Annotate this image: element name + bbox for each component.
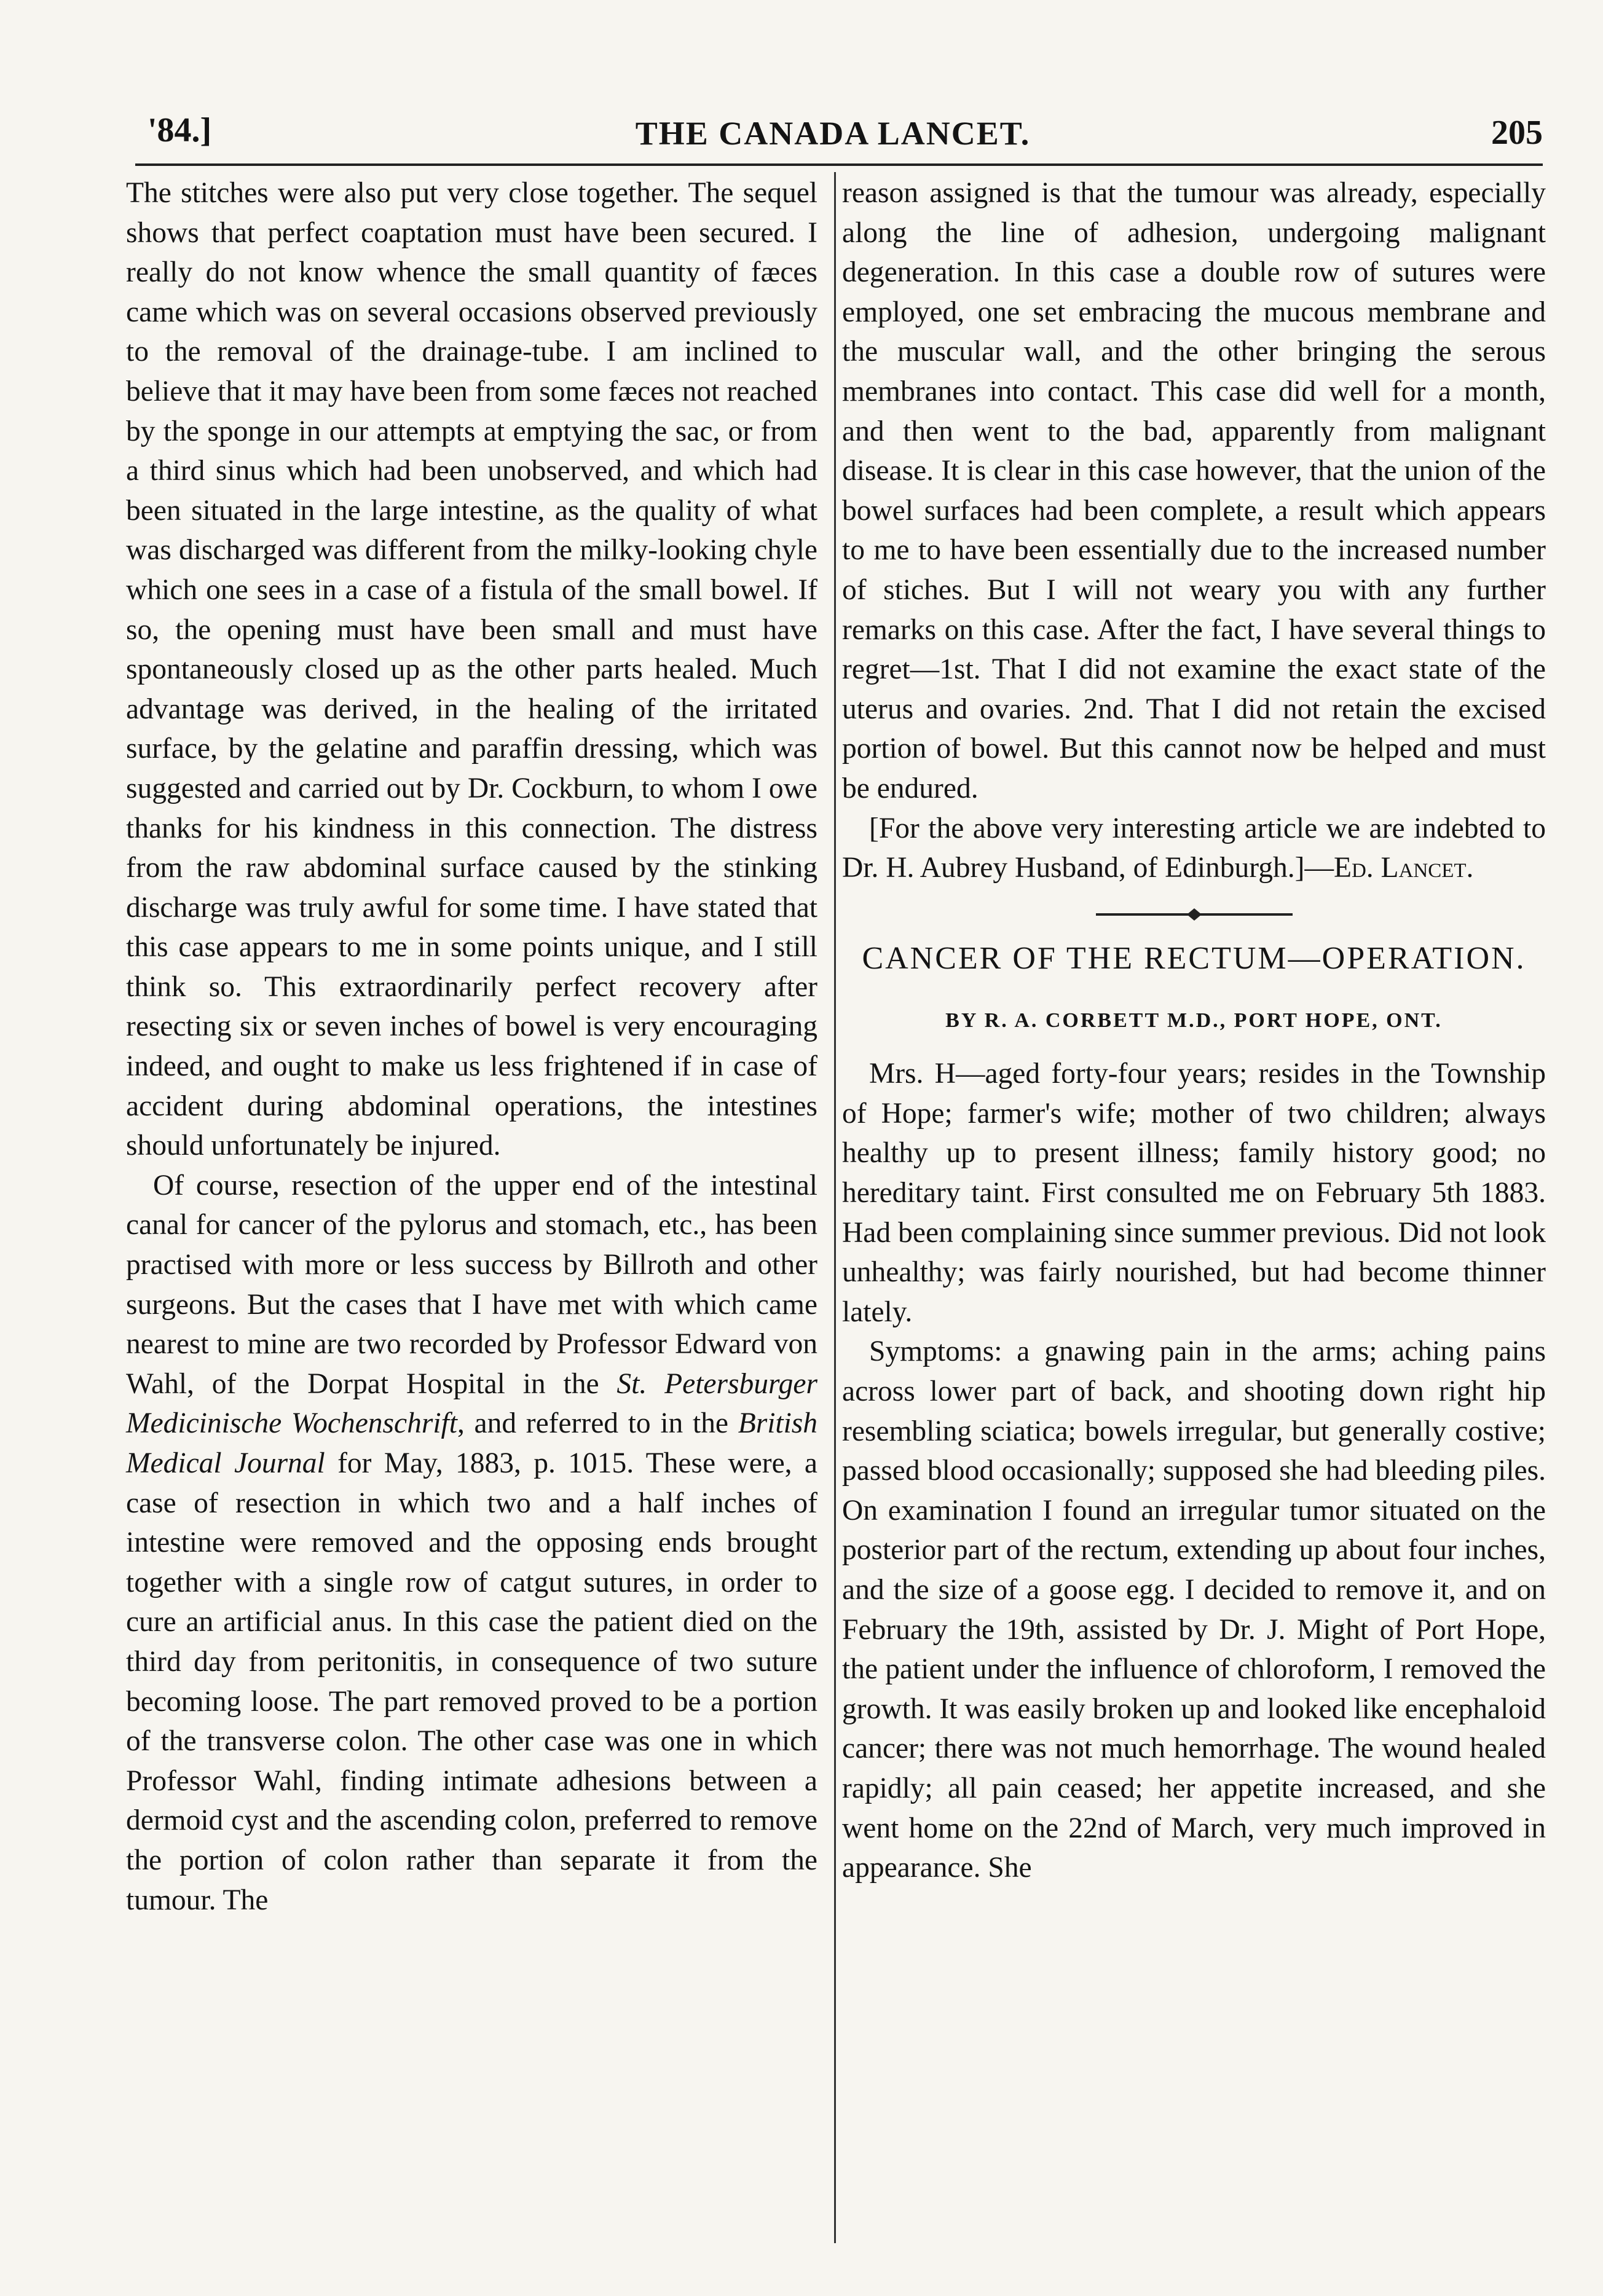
journal-title: THE CANADA LANCET. — [635, 115, 1031, 152]
text-run: [For the above very interesting article we are indebted to Dr. H. Aubrey Husband, of Edinburgh.]— — [842, 812, 1546, 884]
editor-signature: Ed. Lancet. — [1333, 852, 1474, 884]
journal-citation: St. Petersburger Medicinische Wochenschrift — [126, 1367, 817, 1440]
text-run: , and referred to in the — [457, 1407, 738, 1440]
page-number: 205 — [1491, 114, 1543, 152]
text-run: for May, 1883, p. 1015. These were, a case of resection in which two and a half inches of intestine were removed and the opposing ends brought together with a single row of catgut sutures, in order to cure an artificial anus. In this case the patient died on the third day from peritonitis, in consequence of two suture becoming loose. The part removed proved to be a portion of the transverse colon. The other case was one in which Professor Wahl, finding intimate adhesions between a dermoid cyst and the ascending colon, preferred to remove the portion of colon rather than separate it from the tumour. The — [126, 1447, 817, 1916]
journal-citation: British Medical Journal — [126, 1407, 818, 1479]
paragraph: Symptoms: a gnawing pain in the arms; aching pains across lower part of back, and shooting down right hip resembling sciatica; bowels irregular, but generally costive; passed blood occasionally; supposed she had bleeding piles. On examination I found an irregular tumor situated on the posterior part of the rectum, extending up about four inches, and the size of a goose egg. I decided to remove it, and on February the 19th, assisted by Dr. J. Might of Port Hope, the patient under the influence of chloroform, I removed the growth. It was easily broken up and looked like encephaloid cancer; there was not much hemorrhage. The wound healed rapidly; all pain ceased; her appetite increased, and she went home on the 22nd of March, very much improved in appearance. She — [842, 1335, 1546, 1884]
column-divider — [834, 172, 836, 2243]
paragraph: Mrs. H—aged forty-four years; resides in the Township of Hope; farmer's wife; mother of two children; always healthy up to present illness; family history good; no hereditary taint. First consulted me on February 5th 1883. Had been complaining since summer previous. Did not look unhealthy; was fairly nourished, but had become thinner lately. — [842, 1058, 1546, 1328]
byline: BY R. A. CORBETT M.D., PORT HOPE, ONT. — [945, 1008, 1443, 1032]
editor-note — [842, 809, 1546, 888]
volume-year: '84.] — [148, 111, 212, 149]
header-rule — [135, 163, 1543, 166]
section-divider-ornament — [1096, 905, 1293, 924]
paragraph — [126, 1166, 817, 1920]
left-column — [126, 173, 817, 1920]
text-run: Of course, resection of the upper end of the intestinal canal for cancer of the pylorus and stomach, etc., has been practised with more or less success by Billroth and other surgeons. But the cases that I have met with which came nearest to mine are two recorded by Professor Edward von Wahl, of the Dorpat Hospital in the — [126, 1169, 817, 1400]
right-column — [842, 173, 1546, 1888]
article-title: CANCER OF THE RECTUM—OPERATION. — [862, 940, 1526, 976]
running-header — [123, 111, 1543, 160]
paragraph: reason assigned is that the tumour was already, especially along the line of adhesion, undergoing malignant degeneration. In this case a double row of sutures were employed, one set embracing the mucous membrane and the muscular wall, and the other bringing the serous membranes into contact. This case did well for a month, and then went to the bad, apparently from malignant disease. It is clear in this case however, that the union of the bowel surfaces had been complete, a result which appears to me to have been essentially due to the increased number of stiches. But I will not weary you with any further remarks on this case. After the fact, I have several things to regret—1st. That I did not examine the exact state of the uterus and ovaries. 2nd. That I did not retain the excised portion of bowel. But this cannot now be helped and must be endured. — [842, 177, 1546, 804]
paragraph: The stitches were also put very close together. The sequel shows that perfect coaptation must have been secured. I really do not know whence the small quantity of fæces came which was on several occasions observed previously to the removal of the drainage-tube. I am inclined to believe that it may have been from some fæces not reached by the sponge in our attempts at emptying the sac, or from a third sinus which had been unobserved, and which had been situated in the large intestine, as the quality of what was discharged was different from the milky-looking chyle which one sees in a case of a fistula of the small bowel. If so, the opening must have been small and must have spontaneously closed up as the other parts healed. Much advantage was derived, in the healing of the irritated surface, by the gelatine and paraffin dressing, which was suggested and carried out by Dr. Cockburn, to whom I owe thanks for his kindness in this connection. The distress from the raw abdominal surface caused by the stinking discharge was truly awful for some time. I have stated that this case appears to me in some points unique, and I still think so. This extraordinarily perfect recovery after resecting six or seven inches of bowel is very encouraging indeed, and ought to make us less frightened if in case of accident during abdominal operations, the intestines should unfortunately be injured. — [126, 177, 817, 1162]
